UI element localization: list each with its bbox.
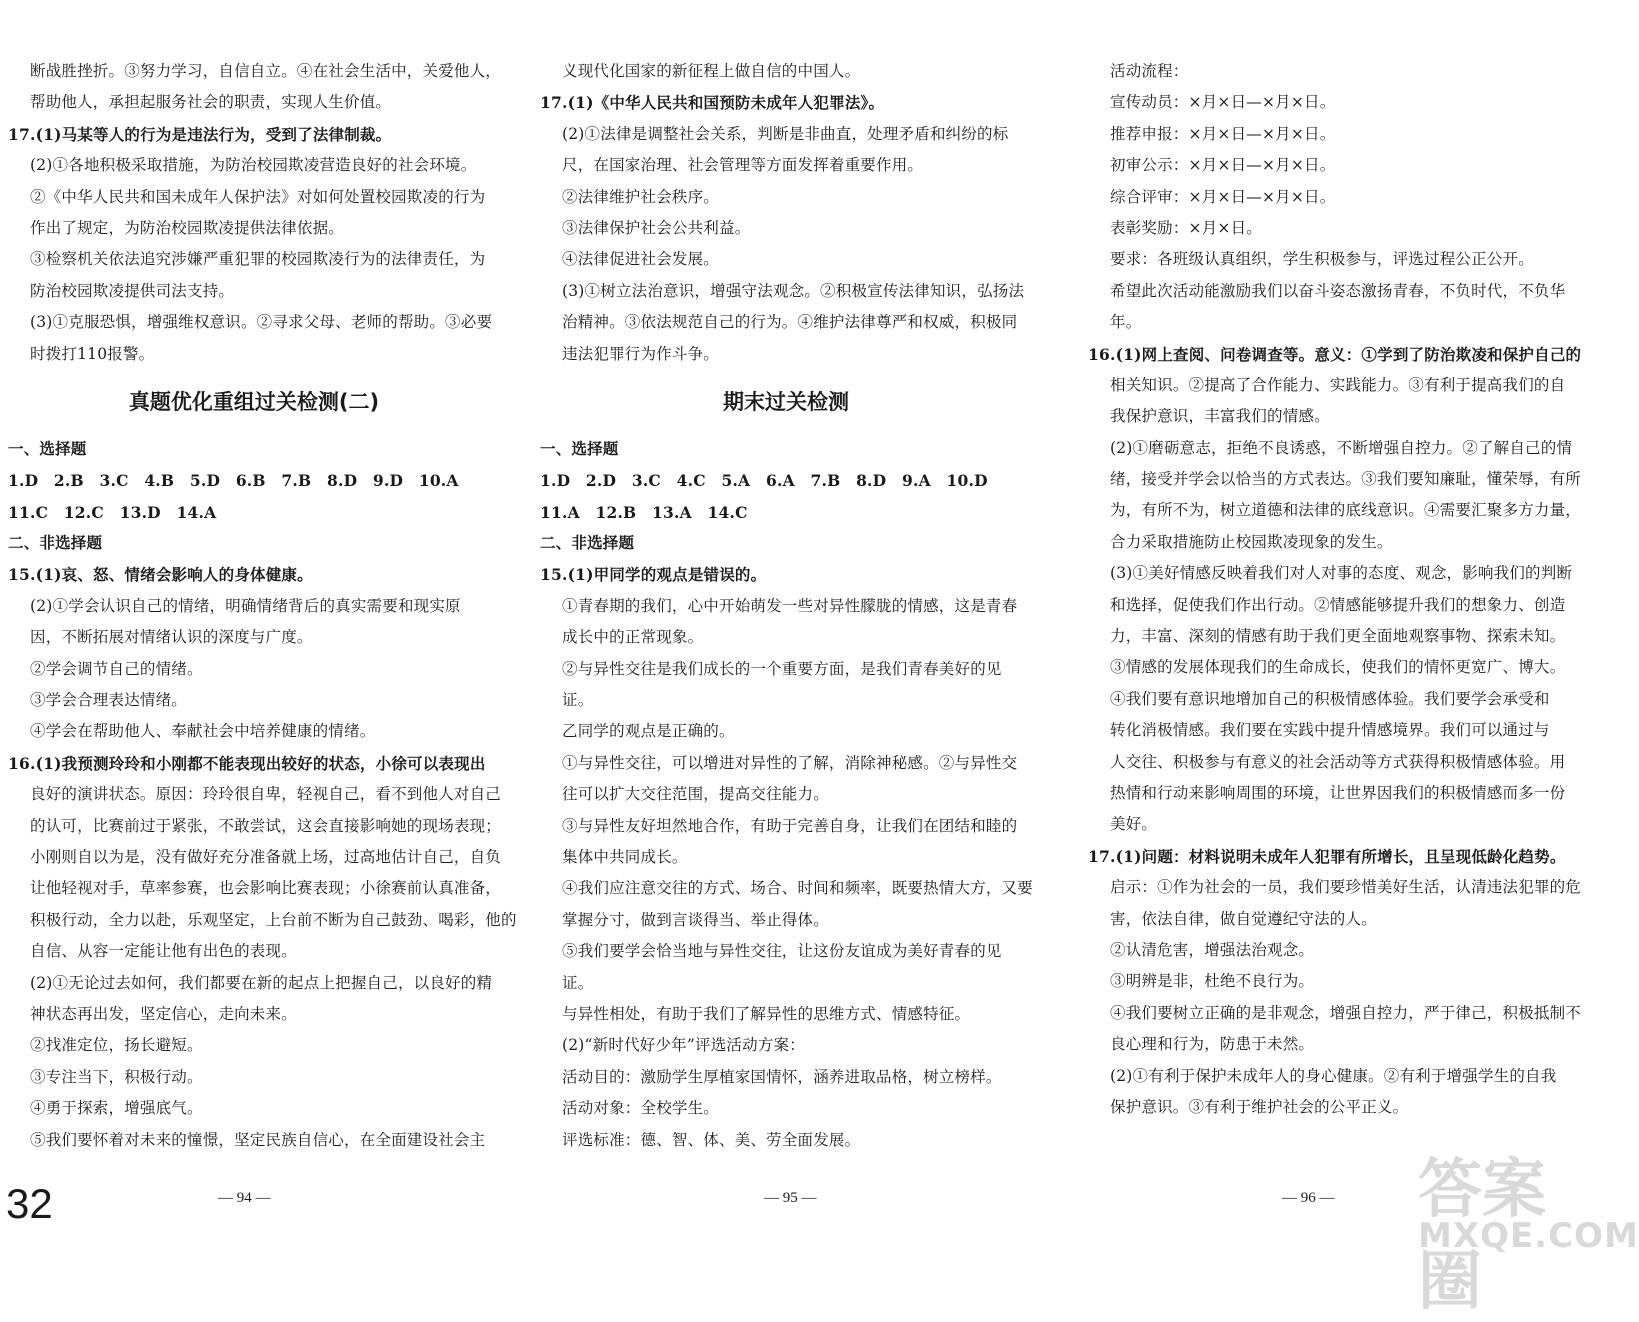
answer-line: ②与异性交往是我们成长的一个重要方面，是我们青春美好的见	[562, 659, 1002, 678]
answer-line: ③明辨是非，杜绝不良行为。	[1110, 972, 1315, 991]
section-heading: 一、选择题	[8, 439, 87, 458]
answer-line: 表彰奖励：×月×日。	[1110, 218, 1262, 237]
answer-line: (2)①各地积极采取措施，为防治校园欺凌营造良好的社会环境。	[30, 156, 477, 175]
answer-line: 小刚则自以为是，没有做好充分准备就上场，过高地估计自己，自负	[30, 847, 502, 866]
answer-line: ②认清危害，增强法治观念。	[1110, 940, 1315, 959]
question-line: 16.(1)网上查阅、问卷调查等。意义：①学到了防治欺凌和保护自己的	[1088, 344, 1582, 364]
answer-line: ②《中华人民共和国未成年人保护法》对如何处置校园欺凌的行为	[30, 187, 486, 206]
question-line: 16.(1)我预测玲玲和小刚都不能表现出较好的状态，小徐可以表现出	[8, 753, 486, 773]
answer-line: ②找准定位，扬长避短。	[30, 1036, 203, 1055]
answer-line: 治精神。③依法规范自己的行为。④维护法律尊严和权威，积极同	[562, 313, 1018, 332]
answer-line: ①青春期的我们，心中开始萌发一些对异性朦胧的情感，这是青春	[562, 596, 1018, 615]
answer-line: 时拨打110报警。	[30, 344, 155, 363]
answer-line: (3)①克服恐惧，增强维权意识。②寻求父母、老师的帮助。③必要	[30, 313, 493, 332]
answer-line: 希望此次活动能激励我们以奋斗姿态激扬青春，不负时代，不负华	[1110, 281, 1566, 300]
answer-line: 帮助他人，承担起服务社会的职责，实现人生价值。	[30, 93, 392, 112]
answer-line: 良心理和行为，防患于未然。	[1110, 1035, 1315, 1054]
answer-line: 害，依法自律，做自觉遵纪守法的人。	[1110, 909, 1377, 928]
answer-line: 年。	[1110, 313, 1142, 332]
answer-line: ④勇于探索，增强底气。	[30, 1099, 203, 1118]
answer-line: 合力采取措施防止校园欺凌现象的发生。	[1110, 532, 1393, 551]
answer-line: (2)①磨砺意志，拒绝不良诱惑，不断增强自控力。②了解自己的情	[1110, 438, 1573, 457]
answer-line: 断战胜挫折。③努力学习，自信自立。④在社会生活中，关爱他人，	[30, 62, 502, 80]
answer-line: 集体中共同成长。	[562, 847, 688, 866]
answer-line: 力，丰富、深刻的情感有助于我们更全面地观察事物、探索未知。	[1110, 627, 1566, 646]
answer-line: 违法犯罪行为作斗争。	[562, 344, 720, 363]
answer-line: ②学会调节自己的情绪。	[30, 659, 203, 678]
answer-line: 与异性相处，有助于我们了解异性的思维方式、情感特征。	[562, 1004, 971, 1023]
answer-line: 保护意识。③有利于维护社会的公平正义。	[1110, 1097, 1409, 1116]
answer-line: (3)①树立法治意识，增强守法观念。②积极宣传法律知识，弘扬法	[562, 281, 1025, 300]
answer-line: ①与异性交往，可以增进对异性的了解，消除神秘感。②与异性交	[562, 753, 1018, 772]
answer-line: 证。	[562, 973, 594, 992]
answer-line: ④我们要树立正确的是非观念，增强自控力，严于律己，积极抵制不	[1110, 1003, 1582, 1022]
answer-line: ④法律促进社会发展。	[562, 250, 720, 269]
watermark-logo	[1418, 1138, 1639, 1319]
answer-line: 要求：各班级认真组织，学生积极参与，评选过程公正公开。	[1110, 250, 1534, 269]
answer-line: 自信、从容一定能让他有出色的表现。	[30, 942, 297, 961]
page-number-96: — 96 —	[1282, 1190, 1335, 1206]
answer-line: 热情和行动来影响周围的环境，让世界因我们的积极情感而多一份	[1110, 783, 1566, 802]
question-line: 15.(1)甲同学的观点是错误的。	[540, 565, 767, 585]
answer-line: (2)①有利于保护未成年人的身心健康。②有利于增强学生的自我	[1110, 1066, 1557, 1085]
answer-line: 相关知识。②提高了合作能力、实践能力。③有利于提高我们的自	[1110, 375, 1566, 394]
answer-line: 因，不断拓展对情绪认识的深度与广度。	[30, 628, 313, 647]
choice-answers: 1.D 2.D 3.C 4.C 5.A 6.A 7.B 8.D 9.A 10.D	[540, 471, 988, 491]
page-number-95: — 95 —	[764, 1190, 817, 1206]
answer-line: 成长中的正常现象。	[562, 628, 704, 647]
answer-line: 尺，在国家治理、社会管理等方面发挥着重要作用。	[562, 156, 924, 175]
answer-line: ⑤我们要怀着对未来的憧憬，坚定民族自信心，在全面建设社会主	[30, 1130, 486, 1149]
answer-line: 和选择，促使我们作出行动。②情感能够提升我们的想象力、创造	[1110, 595, 1566, 614]
answer-line: 人交往、积极参与有意义的社会活动等方式获得积极情感体验。用	[1110, 752, 1566, 771]
answer-line: 初审公示：×月×日—×月×日。	[1110, 156, 1336, 175]
answer-line: 综合评审：×月×日—×月×日。	[1110, 187, 1336, 206]
book-page-number: 32	[6, 1180, 53, 1227]
answer-line: (2)①法律是调整社会关系，判断是非曲直，处理矛盾和纠纷的标	[562, 124, 1009, 143]
column-middle	[540, 56, 1032, 1156]
answer-line: 转化消极情感。我们要在实践中提升情感境界。我们可以通过与	[1110, 721, 1550, 740]
answer-line: 为，有所不为，树立道德和法律的底线意识。④需要汇聚多方力量，	[1110, 501, 1582, 520]
answer-line: ④学会在帮助他人、奉献社会中培养健康的情绪。	[30, 722, 376, 741]
choice-answers: 11.A 12.B 13.A 14.C	[540, 502, 748, 522]
answer-line: (2)①无论过去如何，我们都要在新的起点上把握自己，以良好的精	[30, 973, 493, 992]
answer-line: ③与异性友好坦然地合作，有助于完善自身，让我们在团结和睦的	[562, 816, 1018, 835]
choice-answers: 1.D 2.B 3.C 4.B 5.D 6.B 7.B 8.D 9.D 10.A	[8, 471, 459, 491]
section-heading: 一、选择题	[540, 439, 619, 458]
answer-line: 作出了规定，为防治校园欺凌提供法律依据。	[30, 218, 345, 237]
answer-line: ③专注当下，积极行动。	[30, 1067, 203, 1086]
answer-line: 宣传动员：×月×日—×月×日。	[1110, 93, 1336, 112]
answer-line: 神状态再出发，坚定信心，走向未来。	[30, 1004, 297, 1023]
answer-line: 评选标准：德、智、体、美、劳全面发展。	[562, 1130, 861, 1149]
question-line: 15.(1)哀、怒、情绪会影响人的身体健康。	[8, 565, 313, 585]
answer-line: 活动流程：	[1110, 62, 1189, 80]
answer-line: ④我们要有意识地增加自己的积极情感体验。我们要学会承受和	[1110, 689, 1550, 708]
answer-line: 让他轻视对手，草率参赛，也会影响比赛表现；小徐赛前认真准备，	[30, 879, 502, 898]
section-heading: 二、非选择题	[540, 534, 635, 553]
answer-line: 美好。	[1110, 815, 1158, 834]
answer-line: ②法律维护社会秩序。	[562, 187, 720, 206]
answer-line: 积极行动，全力以赴，乐观坚定，上台前不断为自己鼓劲、喝彩，他的	[30, 910, 517, 929]
answer-line: ③学会合理表达情绪。	[30, 691, 188, 710]
answer-line: (3)①美好情感反映着我们对人对事的态度、观念，影响我们的判断	[1110, 564, 1573, 583]
question-line: 17.(1)《中华人民共和国预防未成年人犯罪法》。	[540, 93, 885, 113]
watermark-url: MXQE.COM	[1418, 1216, 1639, 1256]
question-line: 17.(1)马某等人的行为是违法行为，受到了法律制裁。	[8, 124, 392, 144]
answer-line: 我保护意识，丰富我们的情感。	[1110, 407, 1330, 426]
answer-line: 的认可，比赛前过于紧张，不敢尝试，这会直接影响她的现场表现；	[30, 816, 502, 835]
answer-line: 乙同学的观点是正确的。	[562, 722, 735, 741]
test-title: 期末过关检测	[723, 389, 849, 414]
answer-line: ③检察机关依法追究涉嫌严重犯罪的校园欺凌行为的法律责任，为	[30, 250, 486, 269]
answer-line: 推荐申报：×月×日—×月×日。	[1110, 124, 1336, 143]
watermark-text: 答案圈	[1418, 1153, 1546, 1319]
answer-line: 往可以扩大交往范围，提高交往能力。	[562, 785, 829, 804]
section-heading: 二、非选择题	[8, 534, 103, 553]
answer-line: 掌握分寸，做到言谈得当、举止得体。	[562, 910, 829, 929]
answer-line: (2)①学会认识自己的情绪，明确情绪背后的真实需要和现实原	[30, 596, 461, 615]
answer-line: 良好的演讲状态。原因：玲玲很自卑，轻视自己，看不到他人对自己	[30, 785, 502, 804]
column-right	[1088, 56, 1582, 1123]
answer-line: (2)“新时代好少年”评选活动方案：	[562, 1036, 805, 1055]
answer-line: ④我们应注意交往的方式、场合、时间和频率，既要热情大方，又要	[562, 879, 1034, 898]
answer-line: 防治校园欺凌提供司法支持。	[30, 281, 235, 300]
answer-line: 义现代化国家的新征程上做自信的中国人。	[562, 62, 861, 80]
answer-line: 活动目的：激励学生厚植家国情怀，涵养进取品格，树立榜样。	[562, 1067, 1002, 1086]
question-line: 17.(1)问题：材料说明未成年人犯罪有所增长，且呈现低龄化趋势。	[1088, 846, 1566, 866]
answer-line: 证。	[562, 691, 594, 710]
answer-line: 活动对象：全校学生。	[562, 1099, 720, 1118]
answer-line: ⑤我们要学会恰当地与异性交往，让这份友谊成为美好青春的见	[562, 942, 1002, 961]
column-left	[8, 56, 517, 1156]
answer-line: 启示：①作为社会的一员，我们要珍惜美好生活，认清违法犯罪的危	[1110, 878, 1582, 897]
choice-answers: 11.C 12.C 13.D 14.A	[8, 502, 217, 522]
page-number-94: — 94 —	[218, 1190, 271, 1206]
test-title: 真题优化重组过关检测(二)	[128, 389, 380, 414]
answer-line: ③情感的发展体现我们的生命成长，使我们的情怀更宽广、博大。	[1110, 658, 1566, 677]
answer-line: ③法律保护社会公共利益。	[562, 218, 751, 237]
answer-line: 绪，接受并学会以恰当的方式表达。③我们要知廉耻，懂荣辱，有所	[1110, 470, 1582, 489]
